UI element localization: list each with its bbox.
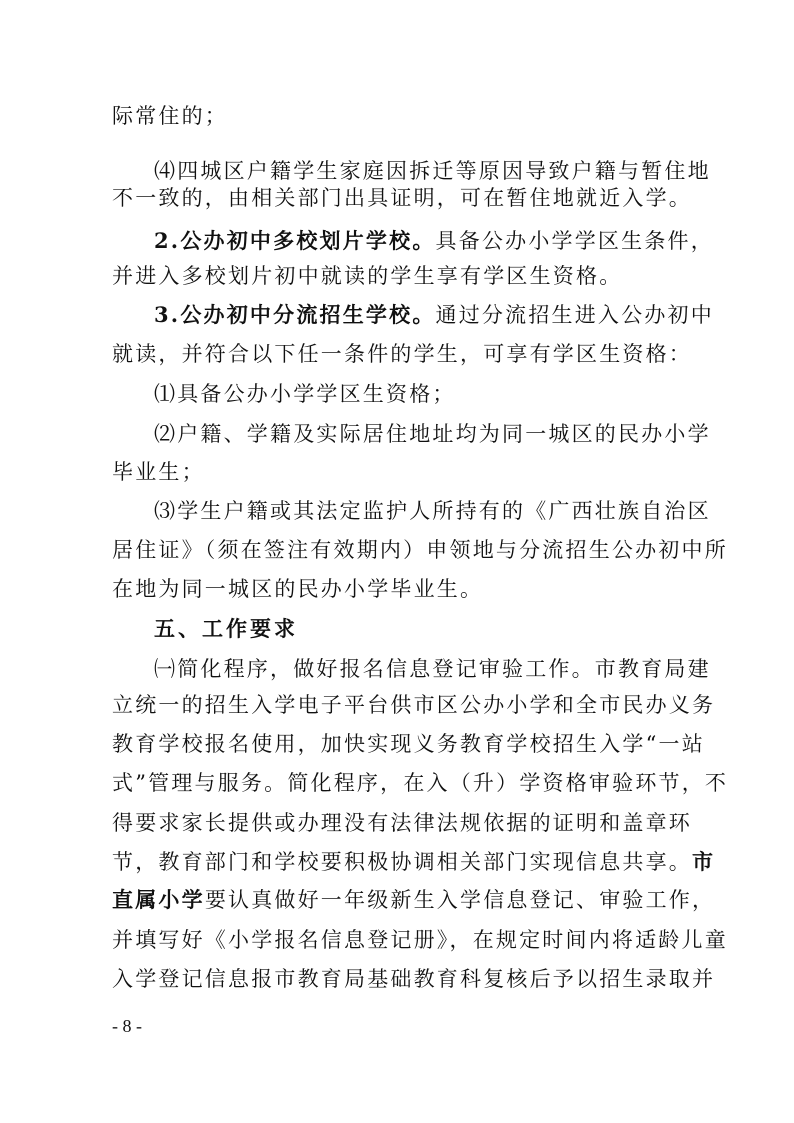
paragraph-text: 具备公办小学学区生条件， xyxy=(435,229,714,253)
paragraph-text: 节，教育部门和学校要积极协调相关部门实现信息共享。 xyxy=(112,850,692,874)
section-heading: 五、工作要求 xyxy=(154,617,298,641)
paragraph-line xyxy=(154,302,714,328)
page-number: - 8 - xyxy=(112,1016,142,1036)
paragraph-line: 入学登记信息报市教育局基础教育科复核后予以招生录取并 xyxy=(112,967,716,991)
paragraph-line xyxy=(154,228,714,254)
paragraph-line: 不一致的，由相关部门出具证明，可在暂住地就近入学。 xyxy=(112,186,692,210)
paragraph-text: 要认真做好一年级新生入学信息登记、审验工作， xyxy=(204,888,716,912)
subheading-diversion-school: 3.公办初中分流招生学校。 xyxy=(154,302,436,327)
paragraph-line: 得要求家长提供或办理没有法律法规依据的证明和盖章环 xyxy=(112,811,692,835)
emphasis-text: 直属小学 xyxy=(112,887,205,912)
paragraph-line xyxy=(112,887,716,913)
paragraph-line: 就读，并符合以下任一条件的学生，可享有学区生资格： xyxy=(112,342,692,366)
paragraph-line xyxy=(112,849,716,875)
paragraph-line: 并填写好《小学报名信息登记册》，在规定时间内将适龄儿童 xyxy=(112,928,728,952)
paragraph-line: 立统一的招生入学电子平台供市区公办小学和全市民办义务 xyxy=(112,693,716,717)
subheading-multi-zone-school: 2.公办初中多校划片学校。 xyxy=(154,228,436,253)
paragraph-line: 在地为同一城区的民办小学毕业生。 xyxy=(112,577,484,601)
paragraph-line: 教育学校报名使用，加快实现义务教育学校招生入学“一站 xyxy=(112,732,705,756)
paragraph-line: 式”管理与服务。简化程序，在入（升）学资格审验环节，不 xyxy=(112,771,729,795)
paragraph-text: 通过分流招生进入公办初中 xyxy=(435,303,714,327)
paragraph-line: ㈠简化程序，做好报名信息登记审验工作。市教育局建 xyxy=(154,657,711,681)
emphasis-text: 市 xyxy=(692,849,716,874)
paragraph-line: 居住证》（须在签注有效期内）申领地与分流招生公办初中所 xyxy=(112,538,728,562)
paragraph-line: ⑷四城区户籍学生家庭因拆迁等原因导致户籍与暂住地 xyxy=(154,159,711,183)
paragraph-line: 并进入多校划片初中就读的学生享有学区生资格。 xyxy=(112,264,623,288)
paragraph-line: 毕业生； xyxy=(112,460,205,484)
paragraph-line: ⑵户籍、学籍及实际居住地址均为同一城区的民办小学 xyxy=(154,422,711,446)
paragraph-line: 际常住的； xyxy=(112,104,228,128)
paragraph-line: ⑴具备公办小学学区生资格； xyxy=(154,382,456,406)
paragraph-line: ⑶学生户籍或其法定监护人所持有的《广西壮族自治区 xyxy=(154,499,711,523)
